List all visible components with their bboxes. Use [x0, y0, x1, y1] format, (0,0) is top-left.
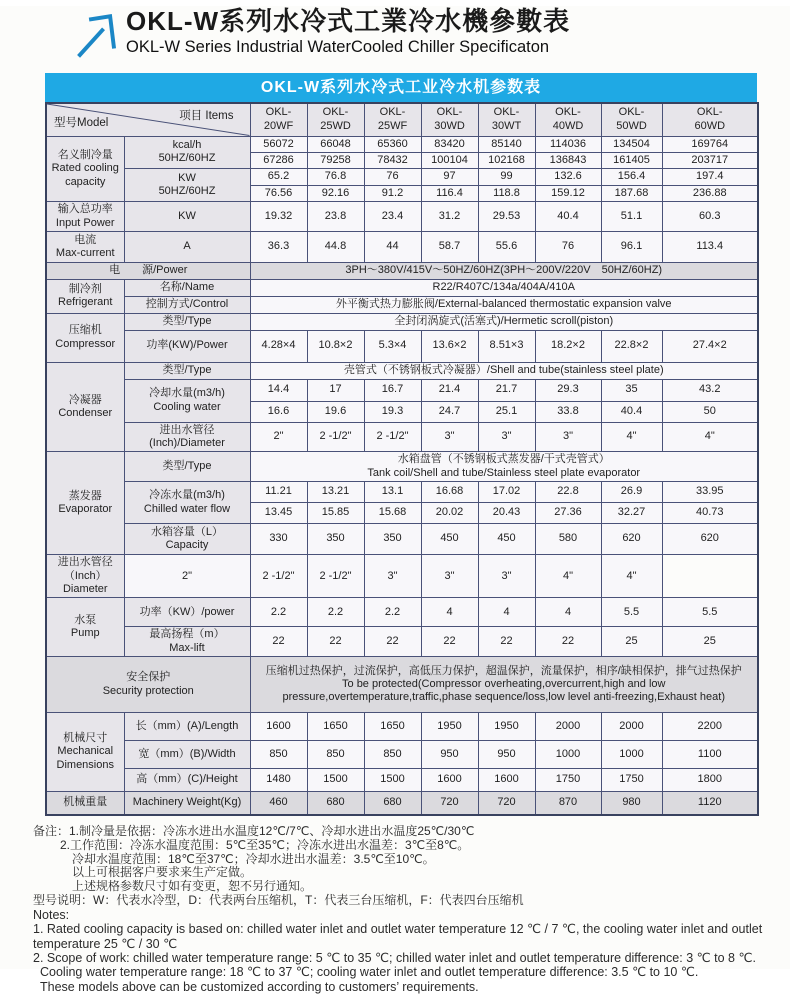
table-row-evaporator-pipe: [46, 555, 758, 598]
value-cell: 27.4×2: [662, 330, 758, 362]
corner-cell: [46, 103, 250, 136]
value-cell: 22: [364, 627, 421, 657]
value-cell: 2 -1/2": [307, 422, 364, 452]
category-en: Refrigerant: [58, 296, 113, 309]
item-label-max-lift: [124, 627, 250, 657]
page-subtitle: OKL-W Series Industrial WaterCooled Chiller Specificaton: [126, 38, 550, 56]
value-cell: 4": [601, 555, 662, 598]
value-cell: 1600: [250, 713, 307, 741]
value-cell: 19.3: [364, 401, 421, 422]
note-line-en: Notes:: [33, 908, 70, 923]
value-cell: 15.85: [307, 503, 364, 524]
title-block: [126, 6, 570, 58]
table-row-length: [46, 713, 758, 741]
value-cell: 4: [421, 598, 478, 627]
category-en: Max-current: [55, 247, 115, 260]
value-cell: 22.8×2: [601, 330, 662, 362]
value-cell: 14.4: [250, 379, 307, 401]
value-cell: 18.2×2: [535, 330, 601, 362]
item-label-unit: KW: [124, 202, 250, 232]
value-cell: 25: [601, 627, 662, 657]
value-cell: 17: [307, 379, 364, 401]
value-cell: 22: [307, 627, 364, 657]
value-cell: 21.4: [421, 379, 478, 401]
value-cell: 96.1: [601, 232, 662, 263]
item-line: 冷冻水量(m3/h): [149, 489, 225, 502]
value-cell: 13.21: [307, 482, 364, 503]
value-cell: 850: [307, 741, 364, 769]
value-cell: 156.4: [601, 169, 662, 185]
item-label-tank-capacity: [124, 524, 250, 555]
model-column-header: OKL- 50WD: [601, 103, 662, 136]
value-cell: 35: [601, 379, 662, 401]
value-cell: 66048: [307, 136, 364, 152]
value-cell: 3": [478, 555, 535, 598]
value-cell: 450: [478, 524, 535, 555]
item-line: Chilled water flow: [143, 502, 231, 515]
item-line: 50HZ/60HZ: [158, 185, 216, 198]
note-line-en: 2. Scope of work: chilled water temperature range: 5 ℃ to 35 ℃; chilled water inlet and outlet temperature difference: 3 ℃ to 8 ℃.: [33, 951, 756, 966]
value-cell: 76.8: [307, 169, 364, 185]
table-row-compressor-power: [46, 330, 758, 362]
value-cell: 1600: [478, 769, 535, 792]
value-cell: 29.3: [535, 379, 601, 401]
table-row-condenser-type: [46, 362, 758, 379]
value-cell: 43.2: [662, 379, 758, 401]
category-zh: 名义制冷量: [57, 148, 113, 161]
value-cell: 4: [478, 598, 535, 627]
value-cell: 850: [250, 741, 307, 769]
value-cell: 2 -1/2": [307, 555, 364, 598]
item-line: Capacity: [165, 539, 209, 552]
item-line: 冷却水量(m3/h): [149, 387, 225, 400]
value-cell: 36.3: [250, 232, 307, 263]
page-header: [72, 6, 790, 62]
value-cell: 1950: [478, 713, 535, 741]
refrigerant-control-value: 外平衡式热力膨胀阀/External-balanced thermostatic expansion valve: [250, 296, 758, 313]
value-cell: 132.6: [535, 169, 601, 185]
value-cell: 2.2: [250, 598, 307, 627]
model-column-header: OKL- 30WT: [478, 103, 535, 136]
item-label-pump-power: 功率（KW）/power: [124, 598, 250, 627]
value-cell: 97: [421, 169, 478, 185]
note-line-zh: 备注：1.制冷量是依据：冷冻水进出水温度12℃/7℃、冷却水进出水温度25℃/30℃: [33, 823, 475, 838]
value-cell: 5.5: [601, 598, 662, 627]
value-cell: 17.02: [478, 482, 535, 503]
value-cell: 40.4: [601, 401, 662, 422]
value-cell: 10.8×2: [307, 330, 364, 362]
value-cell: 4": [601, 422, 662, 452]
model-header-row: [46, 103, 758, 136]
value-cell: 2000: [601, 713, 662, 741]
value-cell: 3": [478, 422, 535, 452]
table-title-banner: OKL-W系列水冷式工业冷水机参数表: [45, 73, 757, 102]
category-cell-refrigerant: [46, 280, 124, 313]
table-row-max-current: [46, 232, 758, 263]
value-cell: 4": [662, 422, 758, 452]
table-row-power-supply: [46, 263, 758, 280]
category-zh: 机械尺寸: [63, 732, 108, 745]
note-line-en: 1. Rated cooling capacity is based on: chilled water inlet and outlet water temperature 12 ℃ / 7 ℃, the cooling water inlet and outlet: [33, 922, 763, 937]
value-cell: 22: [421, 627, 478, 657]
compressor-type-value: 全封闭涡旋式(活塞式)/Hermetic scroll(piston): [250, 313, 758, 330]
value-cell: 720: [478, 792, 535, 815]
value-cell: 24.7: [421, 401, 478, 422]
value-cell: 65360: [364, 136, 421, 152]
notes-section: [33, 825, 763, 994]
value-cell: 2 -1/2": [250, 555, 307, 598]
item-label-unit: A: [124, 232, 250, 263]
category-zh: 安全保护: [126, 671, 171, 684]
value-cell: 2": [124, 555, 250, 598]
value-cell: 26.9: [601, 482, 662, 503]
value-cell: 950: [478, 741, 535, 769]
value-cell: 85140: [478, 136, 535, 152]
value-cell: 65.2: [250, 169, 307, 185]
value-cell: 2.2: [307, 598, 364, 627]
category-cell-rated: [46, 136, 124, 202]
note-line-zh: 2.工作范围：冷冻水温度范围：5℃至35℃；冷冻水进出水温差：3℃至8℃。: [60, 837, 470, 852]
table-row-security: [46, 657, 758, 713]
value-cell: 118.8: [478, 185, 535, 201]
item-label-chilled-water: [124, 482, 250, 524]
table-row-tank-capacity: [46, 524, 758, 555]
item-line: 50HZ/60HZ: [158, 152, 216, 165]
item-line: (Inch)/Diameter: [149, 436, 225, 449]
evaporator-type-zh: 水箱盘管（不锈钢板式蒸发器/干式壳管式）: [397, 453, 610, 466]
value-cell: 460: [250, 792, 307, 815]
table-row-kw-50hz: [46, 169, 758, 185]
table-row-max-lift: [46, 627, 758, 657]
spec-table: [45, 102, 759, 816]
category-zh: 输入总功率: [57, 203, 113, 216]
value-cell: 83420: [421, 136, 478, 152]
note-line-en: Cooling water temperature range: 18 ℃ to 37 ℃; cooling water inlet and outlet temperature difference: 3.5 ℃ to 10 ℃.: [40, 965, 699, 980]
item-label-kw: [124, 169, 250, 202]
value-cell: 19.32: [250, 202, 307, 232]
value-cell: 25.1: [478, 401, 535, 422]
corner-items-label: 项目 Items: [179, 110, 234, 122]
value-cell: 870: [535, 792, 601, 815]
value-cell: 136843: [535, 152, 601, 168]
value-cell: 67286: [250, 152, 307, 168]
value-cell: 620: [662, 524, 758, 555]
value-cell: 22: [250, 627, 307, 657]
item-label-cooling-water: [124, 379, 250, 422]
category-zh: 冷凝器: [68, 393, 102, 406]
value-cell: 32.27: [601, 503, 662, 524]
table-row-cooling-water-50hz: [46, 379, 758, 401]
value-cell: 134504: [601, 136, 662, 152]
value-cell: 22: [478, 627, 535, 657]
table-row-refrigerant-control: [46, 296, 758, 313]
evaporator-type-value: [250, 452, 758, 482]
value-cell: 203717: [662, 152, 758, 168]
category-cell-weight: 机械重量: [46, 792, 124, 815]
value-cell: 159.12: [535, 185, 601, 201]
value-cell: 5.3×4: [364, 330, 421, 362]
value-cell: 680: [364, 792, 421, 815]
item-label-kcal: [124, 136, 250, 169]
item-label-type: 类型/Type: [124, 362, 250, 379]
table-row-input-power: [46, 202, 758, 232]
value-cell: 197.4: [662, 169, 758, 185]
value-cell: 76: [535, 232, 601, 263]
value-cell: 76.56: [250, 185, 307, 201]
value-cell: 51.1: [601, 202, 662, 232]
category-en: Compressor: [55, 337, 116, 350]
value-cell: 56072: [250, 136, 307, 152]
value-cell: 55.6: [478, 232, 535, 263]
item-label-weight: Machinery Weight(Kg): [124, 792, 250, 815]
item-label-evaporator-pipe: [46, 555, 124, 598]
power-supply-label: 电 源/Power: [46, 263, 250, 280]
value-cell: 19.6: [307, 401, 364, 422]
table-row-pump-power: [46, 598, 758, 627]
item-label-name: 名称/Name: [124, 280, 250, 296]
category-zh: 蒸发器: [68, 489, 102, 502]
item-label-height: 高（mm）(C)/Height: [124, 769, 250, 792]
item-line: 进出水管径: [159, 423, 215, 436]
value-cell: 1750: [601, 769, 662, 792]
model-column-header: OKL- 30WD: [421, 103, 478, 136]
item-label-control: 控制方式/Control: [124, 296, 250, 313]
refrigerant-name-value: R22/R407C/134a/404A/410A: [250, 280, 758, 296]
item-label-condenser-pipe: [124, 422, 250, 452]
table-row-chilled-water-50hz: [46, 482, 758, 503]
corner-model-label: 型号Model: [54, 117, 109, 130]
value-cell: 92.16: [307, 185, 364, 201]
category-en: Mechanical Dimensions: [56, 745, 114, 771]
category-en: Condenser: [58, 406, 113, 419]
value-cell: 22.8: [535, 482, 601, 503]
value-cell: 950: [421, 741, 478, 769]
category-zh: 水泵: [74, 613, 97, 626]
value-cell: 330: [250, 524, 307, 555]
value-cell: 1500: [307, 769, 364, 792]
item-line: 进出水管径（Inch）: [57, 556, 113, 582]
value-cell: 78432: [364, 152, 421, 168]
value-cell: 11.21: [250, 482, 307, 503]
value-cell: 91.2: [364, 185, 421, 201]
value-cell: 187.68: [601, 185, 662, 201]
evaporator-type-en: Tank coil/Shell and tube/Stainless steel plate evaporator: [367, 466, 641, 479]
security-text: [250, 657, 758, 713]
category-cell-dimensions: [46, 713, 124, 792]
value-cell: 350: [364, 524, 421, 555]
value-cell: 21.7: [478, 379, 535, 401]
table-row-height: [46, 769, 758, 792]
note-line-en: These models above can be customized according to customers’ requirements.: [40, 979, 479, 994]
model-column-header: OKL- 25WF: [364, 103, 421, 136]
category-zh: 电流: [74, 233, 97, 246]
note-line-zh: 上述规格参数尺寸如有变更，恕不另行通知。: [72, 879, 313, 894]
value-cell: 16.68: [421, 482, 478, 503]
item-label-type: 类型/Type: [124, 313, 250, 330]
category-cell-pump: [46, 598, 124, 657]
value-cell: 1000: [535, 741, 601, 769]
table-row-condenser-pipe: [46, 422, 758, 452]
value-cell: 102168: [478, 152, 535, 168]
value-cell: 8.51×3: [478, 330, 535, 362]
category-zh: 制冷剂: [68, 282, 102, 295]
value-cell: 20.02: [421, 503, 478, 524]
note-line-zh: 以上可根据客户要求来生产定做。: [72, 865, 253, 880]
value-cell: 2200: [662, 713, 758, 741]
table-row-compressor-type: [46, 313, 758, 330]
value-cell: 680: [307, 792, 364, 815]
value-cell: 25: [662, 627, 758, 657]
value-cell: 1000: [601, 741, 662, 769]
value-cell: 79258: [307, 152, 364, 168]
value-cell: 3": [535, 422, 601, 452]
value-cell: 1650: [364, 713, 421, 741]
value-cell: 620: [601, 524, 662, 555]
value-cell: 1480: [250, 769, 307, 792]
category-cell-compressor: [46, 313, 124, 362]
note-line-zh: 型号说明：W：代表水冷型，D：代表两台压缩机，T：代表三台压缩机，F：代表四台压缩机: [33, 893, 524, 908]
value-cell: 3": [421, 555, 478, 598]
value-cell: 236.88: [662, 185, 758, 201]
value-cell: 76: [364, 169, 421, 185]
value-cell: 33.8: [535, 401, 601, 422]
item-line: kcal/h: [172, 139, 202, 151]
item-line: Diameter: [62, 582, 108, 595]
item-line: Cooling water: [153, 400, 221, 413]
category-cell-input-power: [46, 202, 124, 232]
value-cell: 29.53: [478, 202, 535, 232]
category-zh: 压缩机: [68, 324, 102, 337]
value-cell: 23.4: [364, 202, 421, 232]
value-cell: 13.45: [250, 503, 307, 524]
value-cell: 2": [250, 422, 307, 452]
table-row-kcal-50hz: [46, 136, 758, 152]
category-en: Rated cooling capacity: [51, 162, 119, 188]
value-cell: 4.28×4: [250, 330, 307, 362]
value-cell: 2 -1/2": [364, 422, 421, 452]
category-cell-evaporator: [46, 452, 124, 555]
value-cell: 15.68: [364, 503, 421, 524]
table-row-weight: [46, 792, 758, 815]
value-cell: 1750: [535, 769, 601, 792]
value-cell: 116.4: [421, 185, 478, 201]
value-cell: 850: [364, 741, 421, 769]
value-cell: 1100: [662, 741, 758, 769]
value-cell: 99: [478, 169, 535, 185]
value-cell: 13.1: [364, 482, 421, 503]
arrow-logo-icon: [72, 10, 118, 62]
item-line: Max-lift: [169, 641, 205, 654]
value-cell: 350: [307, 524, 364, 555]
value-cell: 161405: [601, 152, 662, 168]
value-cell: 5.5: [662, 598, 758, 627]
table-row-refrigerant-name: [46, 280, 758, 296]
security-text-en: To be protected(Compressor overheating,overcurrent,high and low pressure,overtemperature,traffic,phase sequence/loss,low level anti-freezing,Exhaust heat): [282, 677, 725, 704]
value-cell: 60.3: [662, 202, 758, 232]
value-cell: 20.43: [478, 503, 535, 524]
value-cell: 2.2: [364, 598, 421, 627]
value-cell: 40.73: [662, 503, 758, 524]
power-supply-value: 3PH～380V/415V～50HZ/60HZ(3PH～200V/220V 50HZ/60HZ): [250, 263, 758, 280]
value-cell: 27.36: [535, 503, 601, 524]
value-cell: 1500: [364, 769, 421, 792]
value-cell: 114036: [535, 136, 601, 152]
security-text-zh: 压缩机过热保护，过流保护，高低压力保护，超温保护，流量保护，相序/缺相保护，排气过热保护: [265, 664, 742, 677]
model-column-header: OKL- 25WD: [307, 103, 364, 136]
value-cell: 100104: [421, 152, 478, 168]
item-line: KW: [178, 171, 196, 184]
category-cell-security: [46, 657, 250, 713]
value-cell: 44: [364, 232, 421, 263]
value-cell: 580: [535, 524, 601, 555]
condenser-type-value: 壳管式（不锈钢板式冷凝器）/Shell and tube(stainless steel plate): [250, 362, 758, 379]
table-row-width: [46, 741, 758, 769]
item-label-length: 长（mm）(A)/Length: [124, 713, 250, 741]
value-cell: 23.8: [307, 202, 364, 232]
category-cell-condenser: [46, 362, 124, 452]
note-line-zh: 冷却水温度范围：18℃至37℃；冷却水进出水温差：3.5℃至10℃。: [72, 851, 435, 866]
value-cell: 3": [421, 422, 478, 452]
model-column-header: OKL- 60WD: [662, 103, 758, 136]
table-row-evaporator-type: [46, 452, 758, 482]
value-cell: 1650: [307, 713, 364, 741]
model-column-header: OKL- 40WD: [535, 103, 601, 136]
note-line-en: temperature 25 ℃ / 30 ℃: [33, 936, 178, 951]
value-cell: 113.4: [662, 232, 758, 263]
value-cell: 169764: [662, 136, 758, 152]
value-cell: 13.6×2: [421, 330, 478, 362]
item-label-comp-power: 功率(KW)/Power: [124, 330, 250, 362]
value-cell: 44.8: [307, 232, 364, 263]
page-title: OKL-W系列水冷式工業冷水機參數表: [126, 6, 571, 36]
category-en: Pump: [70, 627, 100, 640]
category-en: Evaporator: [58, 503, 113, 516]
page: [0, 6, 790, 994]
value-cell: 58.7: [421, 232, 478, 263]
value-cell: 3": [364, 555, 421, 598]
value-cell: 450: [421, 524, 478, 555]
value-cell: 980: [601, 792, 662, 815]
category-cell-max-current: [46, 232, 124, 263]
value-cell: 1120: [662, 792, 758, 815]
value-cell: 16.7: [364, 379, 421, 401]
category-en: Security protection: [102, 684, 194, 697]
value-cell: 4: [535, 598, 601, 627]
value-cell: 22: [535, 627, 601, 657]
value-cell: 1950: [421, 713, 478, 741]
value-cell: 33.95: [662, 482, 758, 503]
item-label-type: 类型/Type: [124, 452, 250, 482]
value-cell: 4": [535, 555, 601, 598]
value-cell: 1600: [421, 769, 478, 792]
item-line: 水箱容量（L）: [150, 525, 224, 538]
item-label-width: 宽（mm）(B)/Width: [124, 741, 250, 769]
value-cell: 50: [662, 401, 758, 422]
value-cell: 31.2: [421, 202, 478, 232]
value-cell: 40.4: [535, 202, 601, 232]
value-cell: 1800: [662, 769, 758, 792]
category-en: Input Power: [55, 216, 115, 229]
item-line: 最高扬程（m）: [149, 628, 225, 641]
value-cell: 2000: [535, 713, 601, 741]
value-cell: 16.6: [250, 401, 307, 422]
model-column-header: OKL- 20WF: [250, 103, 307, 136]
value-cell: 720: [421, 792, 478, 815]
